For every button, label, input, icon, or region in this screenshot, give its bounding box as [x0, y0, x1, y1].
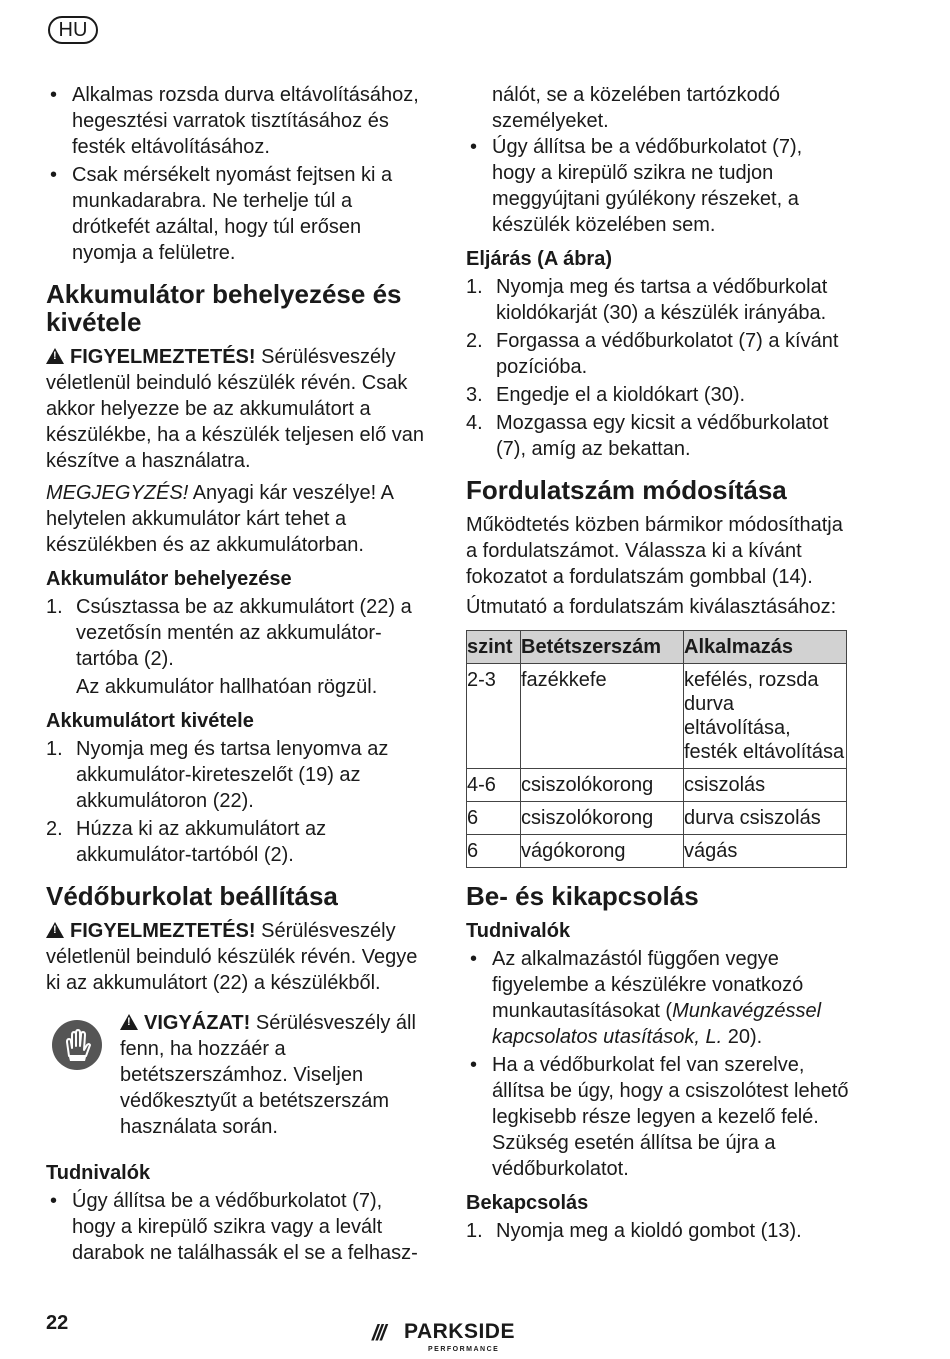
insert-steps	[46, 594, 430, 700]
subsection-title-procedure: Eljárás (A ábra)	[466, 248, 612, 270]
guard-warning: !FIGYELMEZTETÉS! Sérülésveszély véletlenül beinduló készülék révén. Vegye ki az akkumulátort (22) a készülékből.	[46, 918, 430, 996]
on-steps	[466, 1218, 850, 1244]
list-item: • Alkalmas rozsda durva eltávolításához, hegesztési varratok tisztításához és festék eltávolításához.	[50, 84, 419, 158]
list-item: 4. Mozgassa egy kicsit a védőburkolatot (7), amíg az bekattan.	[466, 412, 829, 460]
section-title-guard: Védőburkolat beállítása	[46, 881, 338, 911]
subsection-title-notes: Tudnivalók	[46, 1162, 151, 1184]
intro-bullet-list	[46, 82, 430, 266]
table-header: Betétszerszám	[521, 631, 684, 664]
table-header: Alkalmazás	[684, 631, 847, 664]
table-header: szint	[467, 631, 521, 664]
list-item: 1. Nyomja meg a kioldó gombot (13).	[466, 1220, 802, 1242]
list-item: • Úgy állítsa be a védőburkolatot (7), hogy a kirepülő szikra ne tudjon meggyújtani gyúlékony részeket, a készülék közelében sem.	[470, 136, 803, 236]
list-item: 1. Nyomja meg és tartsa lenyomva az akkumulátor-kireteszelőt (19) az akkumulátoron (22).	[46, 738, 389, 812]
list-item: 3. Engedje el a kioldókart (30).	[466, 384, 746, 406]
speed-table	[466, 630, 847, 868]
language-badge: HU	[48, 16, 98, 44]
list-item: 1. Nyomja meg és tartsa a védőburkolat kioldókarját (30) a készülék irányába.	[466, 276, 828, 324]
continued-text: nálót, se a közelében tartózkodó személyeket.	[492, 84, 780, 132]
section-title-speed: Fordulatszám módosítása	[466, 475, 787, 505]
list-item: • Úgy állítsa be a védőburkolatot (7), hogy a kirepülő szikra vagy a levált darabok ne találhassák el se a felhasz-	[50, 1190, 418, 1264]
speed-guide: Útmutató a fordulatszám kiválasztásához:	[466, 596, 837, 618]
list-item: • Ha a védőburkolat fel van szerelve, állítsa be úgy, hogy a csiszolótest lehető legkisebb része legyen a kezelő felé. Szükség esetén állítsa be újra a védőburkolatot.	[470, 1054, 849, 1180]
list-item: 2. Húzza ki az akkumulátort az akkumulátor-tartóból (2).	[46, 818, 327, 866]
glove-icon	[52, 1020, 102, 1070]
list-item: 2. Forgassa a védőburkolatot (7) a kívánt pozícióba.	[466, 330, 839, 378]
warning-triangle-icon	[120, 1014, 138, 1030]
right-column	[466, 82, 850, 1246]
list-item: • Csak mérsékelt nyomást fejtsen ki a munkadarabra. Ne terhelje túl a drótkefét azáltal, hogy túl erősen nyomja a felületre.	[50, 164, 393, 264]
subsection-title-insert: Akkumulátor behelyezése	[46, 568, 292, 590]
battery-note: MEGJEGYZÉS! Anyagi kár veszélye! A helytelen akkumulátor kárt tehet a készülékben és az akkumulátorban.	[46, 482, 393, 556]
logo-slashes-icon: ///	[372, 1320, 385, 1345]
warning-triangle-icon	[46, 922, 64, 938]
subsection-title-on: Bekapcsolás	[466, 1192, 589, 1214]
remove-steps	[46, 736, 430, 868]
subsection-title-switch-notes: Tudnivalók	[466, 920, 571, 942]
section-title-battery: Akkumulátor behelyezése és kivétele	[46, 279, 402, 337]
parkside-logo: /// PARKSIDE PERFORMANCE	[372, 1320, 515, 1353]
table-header-row	[467, 631, 847, 664]
list-item: • Az alkalmazástól függően vegye figyelembe a készülékre vonatkozó munkautasításokat (Munkavégzéssel kapcsolatos utasítások, L. 20).	[470, 948, 822, 1048]
left-column	[46, 82, 430, 1268]
notes-bullets	[46, 1188, 430, 1266]
caution-box: !VIGYÁZAT! Sérülésveszély áll fenn, ha hozzáér a betétszerszámhoz. Viseljen védőkesztyűt a betétszerszám használata során.	[46, 1010, 430, 1140]
page-number: 22	[46, 1312, 69, 1334]
list-item: 1. Csúsztassa be az akkumulátort (22) a vezetősín mentén az akkumulátor-tartóba (2). Az akkumulátor hallhatóan rögzül.	[46, 596, 412, 698]
warning-triangle-icon	[46, 348, 64, 364]
table-row: 4-6 csiszolókorong csiszolás	[467, 769, 847, 802]
subsection-title-remove: Akkumulátort kivétele	[46, 710, 254, 732]
section-title-switch: Be- és kikapcsolás	[466, 881, 699, 911]
battery-warning: !FIGYELMEZTETÉS! Sérülésveszély véletlenül beinduló készülék révén. Csak akkor helyezze be az akkumulátort a készülékbe, ha a készülék teljesen elő van készítve a használatra.	[46, 344, 430, 474]
procedure-steps	[466, 274, 850, 462]
table-row: 2-3 fazékkefe kefélés, rozsda durva eltávolítása, festék eltávolítása	[467, 664, 847, 769]
speed-text: Működtetés közben bármikor módosíthatja a fordulatszámot. Válassza ki a kívánt fokozatot a fordulatszám gombbal (14).	[466, 514, 843, 588]
continued-bullets	[466, 134, 850, 238]
table-row: 6 vágókorong vágás	[467, 835, 847, 868]
table-row: 6 csiszolókorong durva csiszolás	[467, 802, 847, 835]
switch-bullets	[466, 946, 850, 1182]
